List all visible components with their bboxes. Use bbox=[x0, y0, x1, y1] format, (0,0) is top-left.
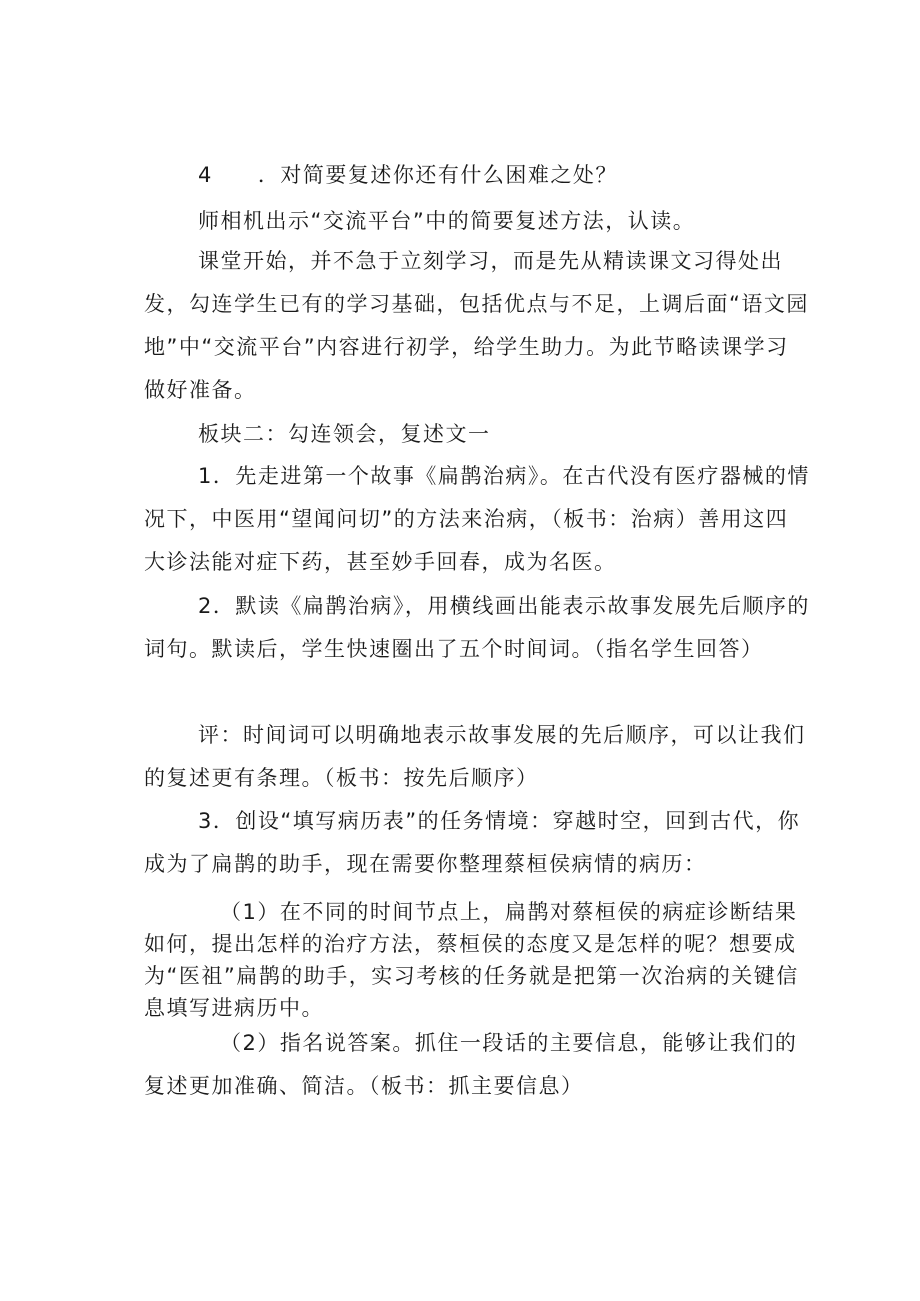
sub-item-2-paragraph: （2）指名说答案。抓住一段话的主要信息，能够让我们的复述更加准确、简洁。（板书：抓主要信息） bbox=[144, 1031, 798, 1098]
sub-item-1-paragraph: （1）在不同的时间节点上，扁鹊对蔡桓侯的病症诊断结果如何，提出怎样的治疗方法，蔡桓侯的态度又是怎样的呢？想要成为“医祖”扁鹊的助手，实习考核的任务就是把第一次治病的关键信息填写进病历中。 bbox=[144, 900, 799, 1020]
commentary-paragraph: 课堂开始，并不急于立刻学习，而是先从精读课文习得处出发，勾连学生已有的学习基础，包括优点与不足，上调后面“语文园地”中“交流平台”内容进行初学，给学生助力。为此节略读课学习做好准备。 bbox=[144, 249, 809, 402]
section-heading: 板块二：勾连领会，复述文一 bbox=[198, 422, 491, 446]
step-1-paragraph: 1．先走进第一个故事《扁鹊治病》。在古代没有医疗器械的情况下，中医用“望闻问切”的方法来治病，（板书：治病）善用这四大诊法能对症下药，甚至妙手回春，成为名医。 bbox=[144, 464, 810, 574]
question-item-4: 4 ．对简要复述你还有什么困难之处？ bbox=[198, 163, 618, 187]
evaluation-paragraph: 评：时间词可以明确地表示故事发展的先后顺序，可以让我们的复述更有条理。（板书：按先后顺序） bbox=[144, 723, 806, 790]
step-2-paragraph: 2．默读《扁鹊治病》，用横线画出能表示故事发展先后顺序的词句。默读后，学生快速圈出了五个时间词。（指名学生回答） bbox=[144, 594, 810, 661]
teacher-action-paragraph: 师相机出示“交流平台”中的简要复述方法，认读。 bbox=[198, 209, 696, 233]
step-3-paragraph: 3．创设“填写病历表”的任务情境：穿越时空，回到古代，你成为了扁鹊的助手，现在需要你整理蔡桓侯病情的病历： bbox=[144, 809, 801, 876]
